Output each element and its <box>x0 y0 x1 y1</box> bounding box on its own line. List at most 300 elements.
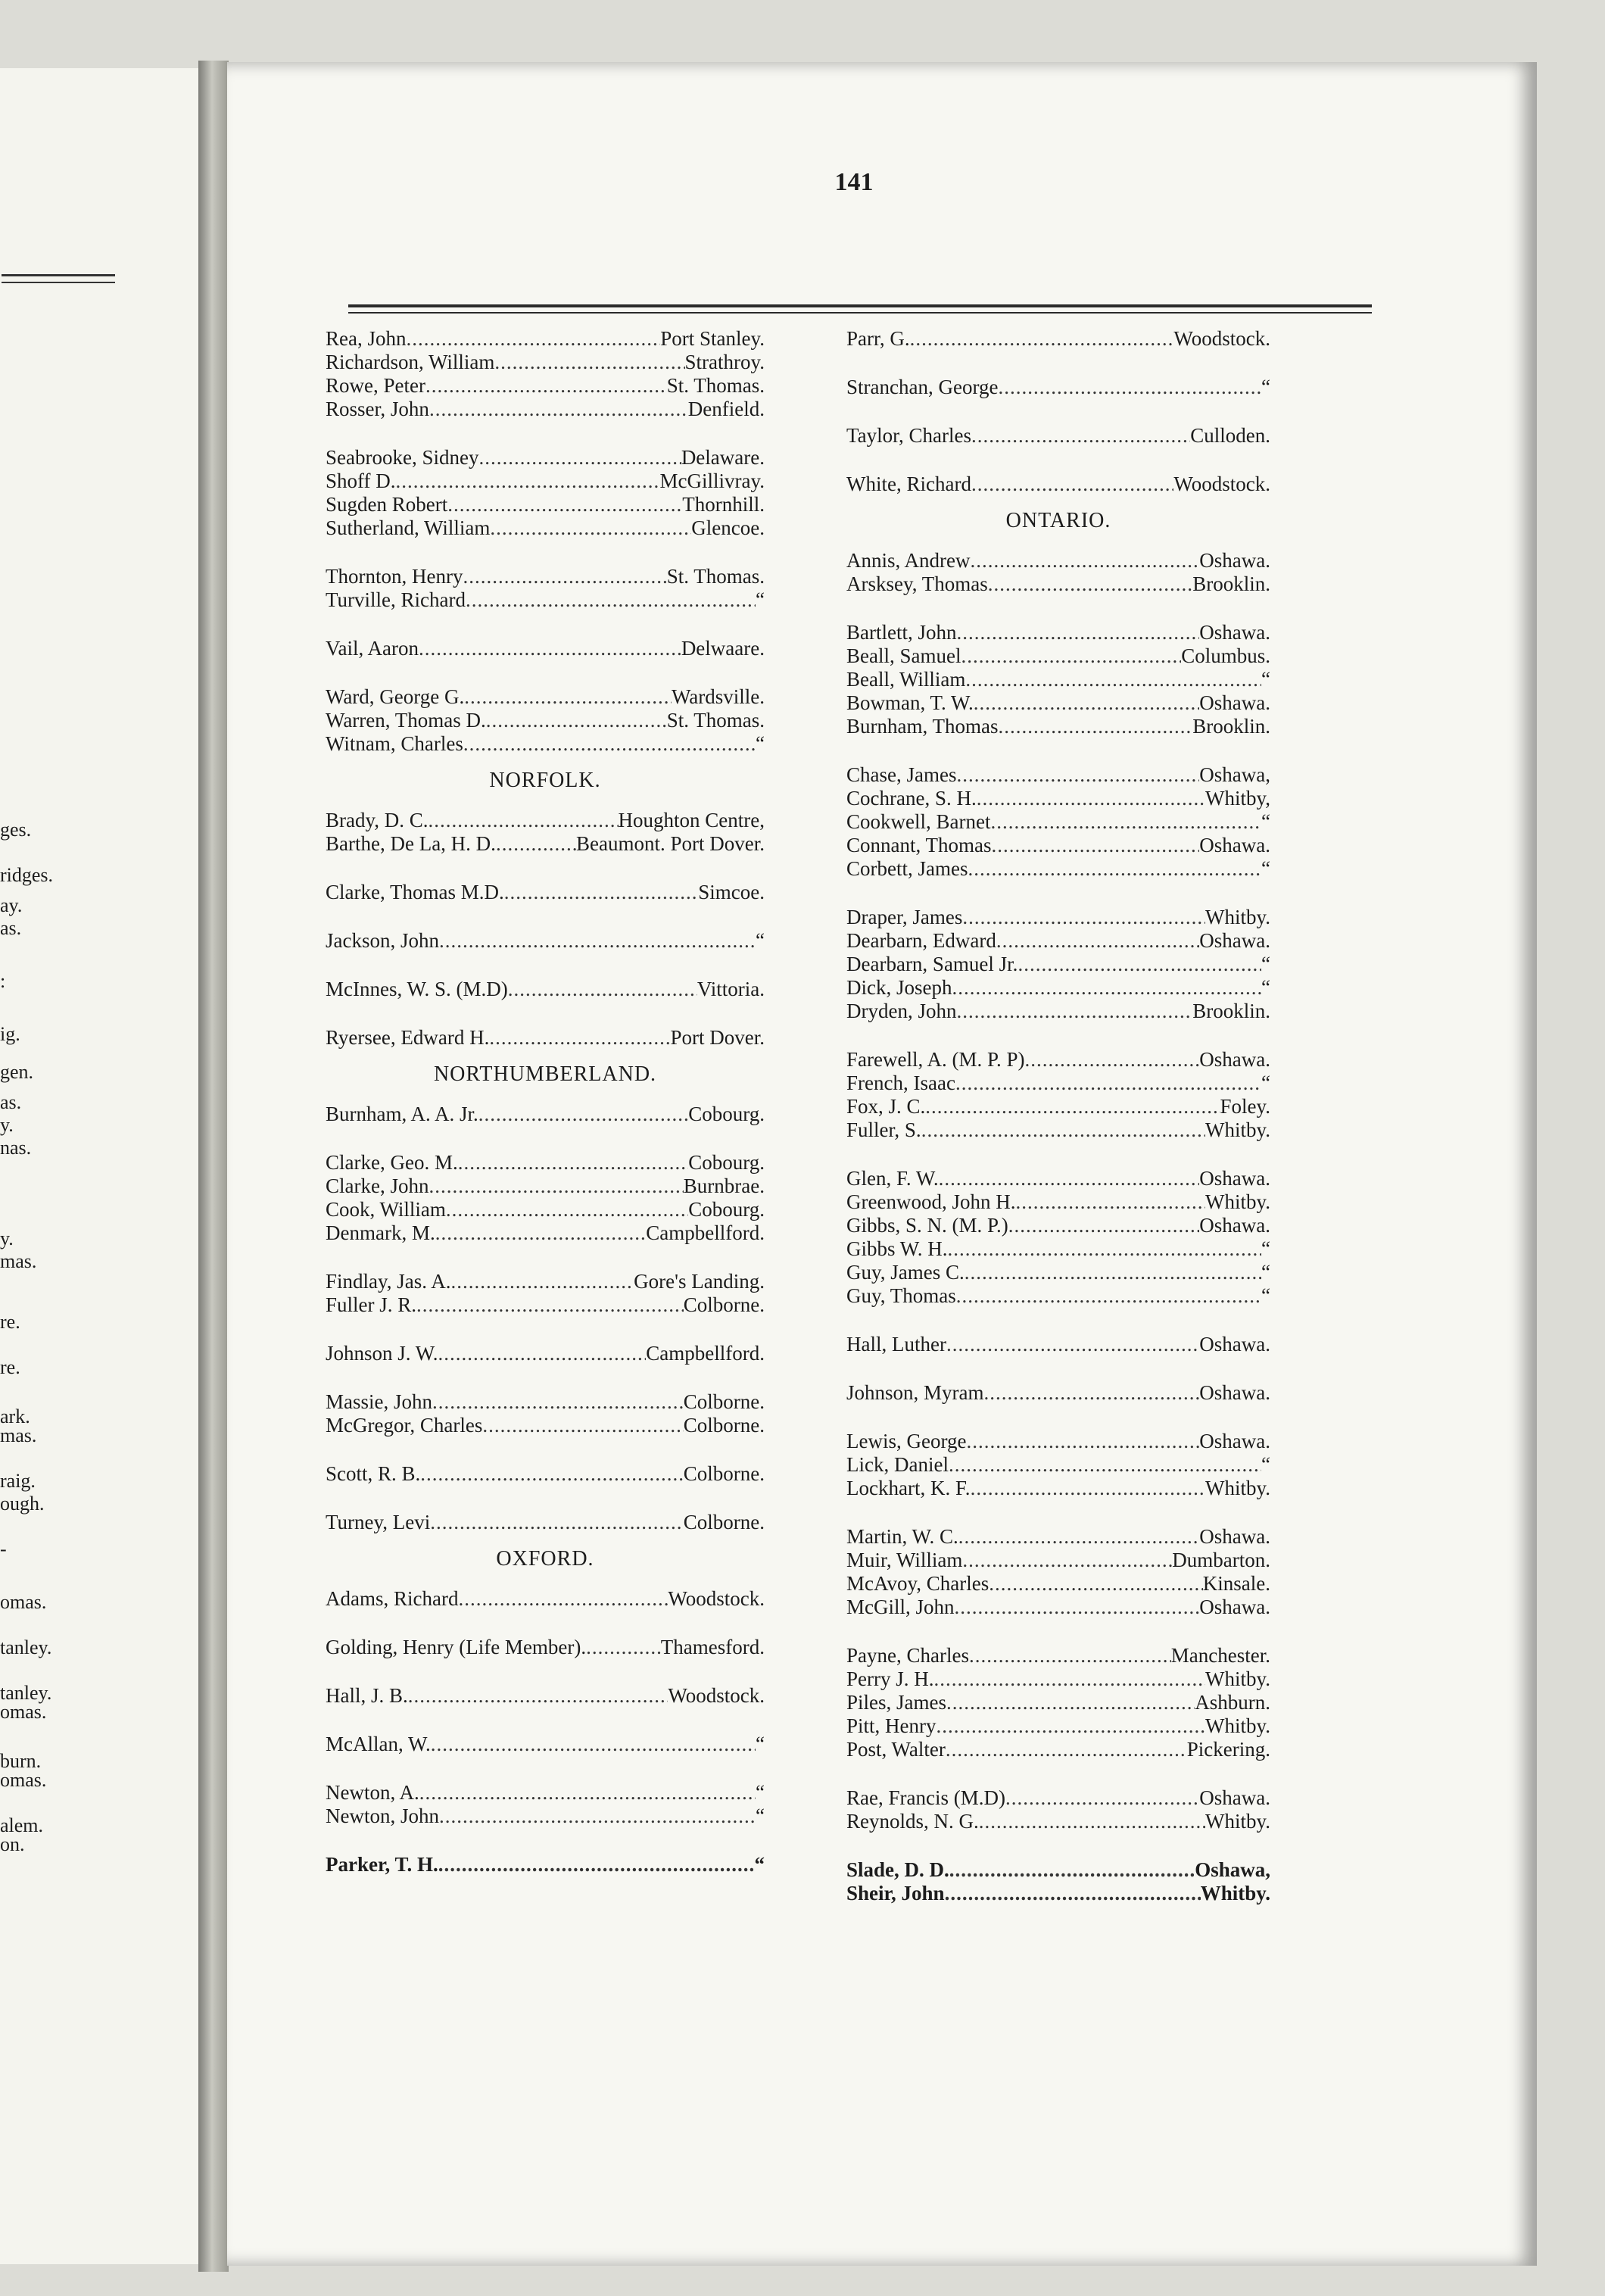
entry-group-gap <box>846 399 1376 424</box>
leader-dots <box>478 1103 688 1126</box>
member-name: Rae, Francis (M.D) <box>846 1786 1005 1809</box>
member-place: Oshawa. <box>1199 621 1270 644</box>
leader-dots <box>429 398 688 421</box>
member-name: Burnham, Thomas <box>846 715 999 738</box>
member-name: Bartlett, John <box>846 621 957 644</box>
leader-dots <box>971 1477 1205 1500</box>
leader-dots <box>486 709 667 732</box>
right-column <box>846 327 1376 1905</box>
member-name: Annis, Andrew <box>846 549 971 572</box>
member-name: Hall, J. B. <box>326 1684 408 1707</box>
member-entry <box>326 929 765 953</box>
leader-dots <box>463 565 666 588</box>
member-entry <box>846 1786 1270 1810</box>
member-name: Farewell, A. (M. P. P) <box>846 1048 1025 1071</box>
member-entry <box>846 1237 1270 1261</box>
member-entry <box>326 809 765 832</box>
member-place: Kinsale. <box>1202 1572 1270 1595</box>
member-place: “ <box>756 732 765 755</box>
facing-page-fragment-text: omas. <box>0 1769 47 1791</box>
member-place: “ <box>756 1733 765 1755</box>
member-name: Shoff D. <box>326 469 396 492</box>
member-name: Greenwood, John H. <box>846 1190 1016 1213</box>
leader-dots <box>425 374 667 398</box>
member-entry <box>846 1118 1270 1142</box>
member-name: Adams, Richard <box>326 1587 459 1610</box>
facing-page-fragment-text: re. <box>0 1311 20 1333</box>
member-name: McGill, John <box>846 1596 955 1618</box>
member-name: Chase, James <box>846 763 957 786</box>
member-name: Beall, Samuel <box>846 644 961 667</box>
member-name: Cookwell, Barnet <box>846 810 991 833</box>
member-entry <box>846 424 1270 448</box>
facing-page-fragment-text: mas. <box>0 1424 37 1446</box>
member-name: Findlay, Jas. A. <box>326 1270 451 1293</box>
member-name: McGregor, Charles <box>326 1414 483 1437</box>
facing-page-fragment-text: y. <box>0 1228 14 1249</box>
member-place: Colborne. <box>683 1390 765 1413</box>
member-place: Oshawa, <box>1195 1858 1270 1881</box>
member-name: Cochrane, S. H. <box>846 787 977 810</box>
member-name: Bowman, T. W. <box>846 691 974 714</box>
member-place: Port Stanley. <box>660 327 765 350</box>
member-place: Oshawa. <box>1199 1786 1270 1809</box>
member-name: Denmark, M. <box>326 1221 435 1244</box>
leader-dots <box>463 732 756 756</box>
leader-dots <box>990 810 1261 834</box>
member-name: Corbett, James <box>846 857 968 880</box>
member-entry <box>846 1572 1270 1596</box>
member-place: Beaumont. Port Dover. <box>576 832 765 855</box>
member-entry <box>326 1636 765 1659</box>
leader-dots <box>925 1095 1220 1118</box>
entry-group-gap <box>846 1761 1376 1786</box>
facing-page-fragment-text: gen. <box>0 1061 34 1083</box>
facing-page-fragment-text: : <box>0 970 6 992</box>
member-place: Glencoe. <box>691 516 765 539</box>
leader-dots <box>466 588 756 612</box>
facing-page-rule <box>2 274 115 276</box>
member-place: Delwaare. <box>681 637 765 660</box>
leader-dots <box>438 1342 647 1365</box>
member-name: Johnson J. W. <box>326 1342 438 1365</box>
member-name: Muir, William <box>846 1549 963 1571</box>
leader-dots <box>496 832 576 856</box>
member-entry <box>326 469 765 493</box>
member-name: Thornton, Henry <box>326 565 463 588</box>
entry-group-gap <box>326 1486 818 1511</box>
member-name: Golding, Henry (Life Member). <box>326 1636 587 1658</box>
member-place: Denfield. <box>687 398 765 420</box>
member-name: Dearbarn, Edward <box>846 929 996 952</box>
facing-page-fragment-text: y. <box>0 1114 14 1136</box>
member-place: Oshawa. <box>1199 1525 1270 1548</box>
leader-dots <box>419 1781 756 1805</box>
member-entry <box>326 1293 765 1317</box>
member-entry <box>326 327 765 351</box>
member-place: Brooklin. <box>1192 1000 1270 1022</box>
leader-dots <box>1015 1190 1205 1214</box>
member-place: Port Dover. <box>670 1026 765 1049</box>
member-place: Campbellford. <box>646 1342 765 1365</box>
leader-dots <box>962 1549 1172 1572</box>
leader-dots <box>439 1805 756 1828</box>
leader-dots <box>396 469 660 493</box>
leader-dots <box>966 1430 1199 1453</box>
member-name: Johnson, Myram <box>846 1381 984 1404</box>
leader-dots <box>956 1284 1261 1308</box>
leader-dots <box>910 327 1174 351</box>
entry-group-gap <box>326 953 818 978</box>
member-name: Hall, Luther <box>846 1333 946 1355</box>
member-name: Piles, James <box>846 1691 946 1714</box>
facing-page-fragment-text: nas. <box>0 1137 32 1159</box>
leader-dots <box>996 929 1199 953</box>
member-name: Warren, Thomas D. <box>326 709 486 732</box>
facing-page-fragment-text: ay. <box>0 894 23 916</box>
leader-dots <box>968 857 1261 881</box>
member-entry <box>846 953 1270 976</box>
entry-group-gap <box>326 1365 818 1390</box>
member-place: “ <box>1261 810 1270 833</box>
member-place: Vittoria. <box>697 978 765 1000</box>
member-name: Clarke, John <box>326 1175 429 1197</box>
member-name: Fuller J. R. <box>326 1293 417 1316</box>
member-place: Whitby. <box>1205 906 1270 928</box>
leader-dots <box>489 1026 670 1050</box>
member-place: Campbellford. <box>646 1221 765 1244</box>
member-place: Cobourg. <box>688 1103 765 1125</box>
member-entry <box>846 621 1270 644</box>
leader-dots <box>1008 1214 1199 1237</box>
member-place: Gore's Landing. <box>634 1270 765 1293</box>
leader-dots <box>965 1261 1261 1284</box>
leader-dots <box>958 1525 1200 1549</box>
member-entry <box>326 1390 765 1414</box>
member-name: Massie, John <box>326 1390 432 1413</box>
member-entry <box>326 1198 765 1221</box>
leader-dots <box>965 668 1261 691</box>
member-place: McGillivray. <box>659 469 765 492</box>
member-place: Oshawa. <box>1199 929 1270 952</box>
county-heading: OXFORD. <box>496 1547 594 1571</box>
facing-page-rule <box>2 282 115 283</box>
facing-page-fragment-text: ridges. <box>0 864 54 886</box>
member-entry <box>326 493 765 516</box>
leader-dots <box>971 473 1173 496</box>
header-rule <box>348 304 1372 307</box>
member-place: “ <box>1261 976 1270 999</box>
member-entry <box>846 857 1270 881</box>
member-name: Guy, Thomas <box>846 1284 956 1307</box>
member-entry <box>846 1381 1270 1405</box>
member-entry <box>846 1214 1270 1237</box>
member-place: Thamesford. <box>660 1636 765 1658</box>
member-place: Oshawa, <box>1199 763 1270 786</box>
leader-dots <box>447 493 682 516</box>
member-place: Oshawa. <box>1199 1214 1270 1237</box>
member-place: Colborne. <box>683 1293 765 1316</box>
member-name: Rowe, Peter <box>326 374 425 397</box>
member-entry <box>846 1261 1270 1284</box>
entry-group-gap <box>846 1308 1376 1333</box>
member-entry <box>326 446 765 469</box>
leader-dots <box>962 906 1205 929</box>
member-entry <box>846 376 1270 399</box>
member-entry <box>326 685 765 709</box>
member-place: Whitby. <box>1205 1118 1270 1141</box>
leader-dots <box>419 637 681 660</box>
entry-group-gap <box>846 1405 1376 1430</box>
facing-page-fragment-text: as. <box>0 1091 22 1113</box>
facing-page-fragment-text: burn. <box>0 1750 42 1772</box>
member-name: Stranchan, George <box>846 376 999 398</box>
leader-dots <box>956 1000 1192 1023</box>
member-entry <box>326 516 765 540</box>
member-entry <box>846 810 1270 834</box>
member-place: Columbus. <box>1181 644 1270 667</box>
member-entry <box>326 1103 765 1126</box>
member-place: Culloden. <box>1190 424 1270 447</box>
member-place: Cobourg. <box>688 1198 765 1221</box>
member-name: Parr, G. <box>846 327 910 350</box>
member-place: “ <box>1261 1072 1270 1094</box>
leader-dots <box>984 1381 1200 1405</box>
member-place: Houghton Centre, <box>618 809 765 831</box>
leader-dots <box>979 1810 1205 1833</box>
member-place: Whitby, <box>1205 787 1270 810</box>
member-place: Whitby. <box>1205 1667 1270 1690</box>
member-entry <box>326 732 765 756</box>
leader-dots <box>504 881 699 904</box>
member-name: Reynolds, N. G. <box>846 1810 979 1833</box>
facing-page-fragment-text: raig. <box>0 1470 36 1492</box>
member-entry <box>846 1858 1270 1882</box>
entry-group-gap <box>326 1659 818 1684</box>
member-entry <box>846 572 1270 596</box>
member-entry <box>846 327 1270 351</box>
entry-group-gap <box>326 1245 818 1270</box>
member-entry <box>326 1684 765 1708</box>
member-place: “ <box>756 929 765 952</box>
leader-dots <box>435 1221 647 1245</box>
entry-group-gap <box>326 1001 818 1026</box>
member-name: Draper, James <box>846 906 963 928</box>
member-entry <box>846 976 1270 1000</box>
member-entry <box>846 1525 1270 1549</box>
member-name: Lick, Daniel <box>846 1453 949 1476</box>
facing-page-fragment-text: alem. <box>0 1814 44 1836</box>
leader-dots <box>989 1572 1203 1596</box>
page-number: 141 <box>834 168 874 196</box>
member-name: Seabrooke, Sidney <box>326 446 479 469</box>
member-place: “ <box>1261 1284 1270 1307</box>
member-entry <box>326 1853 765 1876</box>
header-rule-thin <box>348 312 1372 314</box>
member-place: Brooklin. <box>1192 572 1270 595</box>
facing-page-fragment-text: ig. <box>0 1023 20 1045</box>
leader-dots <box>937 1714 1206 1738</box>
member-entry <box>326 978 765 1001</box>
member-place: “ <box>1261 1261 1270 1284</box>
member-entry <box>846 1882 1270 1905</box>
leader-dots <box>971 424 1190 448</box>
member-name: Sutherland, William <box>326 516 491 539</box>
member-entry <box>846 834 1270 857</box>
entry-group-gap <box>326 1126 818 1151</box>
member-entry <box>326 1733 765 1756</box>
member-name: Fox, J. C. <box>846 1095 926 1118</box>
member-name: Burnham, A. A. Jr. <box>326 1103 478 1125</box>
member-place: Dumbarton. <box>1172 1549 1270 1571</box>
member-name: Rea, John <box>326 327 407 350</box>
member-name: Vail, Aaron <box>326 637 419 660</box>
member-place: Oshawa. <box>1199 1596 1270 1618</box>
member-name: Clarke, Thomas M.D. <box>326 881 504 903</box>
leader-dots <box>438 1853 755 1876</box>
leader-dots <box>451 1270 634 1293</box>
member-place: “ <box>756 1781 765 1804</box>
entry-group-gap <box>326 1611 818 1636</box>
facing-page-fragment-text: ark. <box>0 1405 30 1427</box>
leader-dots <box>946 1738 1187 1761</box>
leader-dots <box>949 1858 1195 1882</box>
member-name: Arsksey, Thomas <box>846 572 988 595</box>
member-place: “ <box>1261 376 1270 398</box>
member-place: Brooklin. <box>1192 715 1270 738</box>
member-place: Pickering. <box>1186 1738 1270 1761</box>
leader-dots <box>508 978 697 1001</box>
facing-page-fragment-text: tanley. <box>0 1636 52 1658</box>
member-place: Whitby. <box>1205 1810 1270 1833</box>
entry-group-gap <box>846 1500 1376 1525</box>
member-entry <box>326 1342 765 1365</box>
member-name: Turney, Levi <box>326 1511 431 1533</box>
member-place: Oshawa. <box>1199 1167 1270 1190</box>
member-entry <box>326 1805 765 1828</box>
member-entry <box>846 1596 1270 1619</box>
leader-dots <box>939 1167 1200 1190</box>
member-entry <box>326 1587 765 1611</box>
member-name: Ward, George G. <box>326 685 465 708</box>
member-place: Cobourg. <box>688 1151 765 1174</box>
member-entry <box>846 763 1270 787</box>
member-entry <box>846 1714 1270 1738</box>
facing-page-fragment-text: omas. <box>0 1701 47 1723</box>
left-column <box>326 327 818 1876</box>
member-place: St. Thomas. <box>666 709 765 732</box>
member-entry <box>846 1095 1270 1118</box>
leader-dots <box>992 834 1200 857</box>
member-name: Jackson, John <box>326 929 439 952</box>
entry-group-gap <box>326 1317 818 1342</box>
leader-dots <box>431 1733 756 1756</box>
member-entry <box>326 1151 765 1175</box>
facing-page-fragment-text: ges. <box>0 819 32 841</box>
leader-dots <box>961 644 1181 668</box>
entry-group-gap <box>846 1142 1376 1167</box>
entry-group-gap <box>846 881 1376 906</box>
member-entry <box>846 1738 1270 1761</box>
member-entry <box>846 691 1270 715</box>
member-place: Woodstock. <box>1173 473 1270 495</box>
member-name: Lockhart, K. F. <box>846 1477 971 1499</box>
member-name: Dryden, John <box>846 1000 957 1022</box>
leader-dots <box>945 1882 1201 1905</box>
member-name: McAvoy, Charles <box>846 1572 989 1595</box>
leader-dots <box>439 929 756 953</box>
leader-dots <box>988 572 1193 596</box>
member-name: Payne, Charles <box>846 1644 969 1667</box>
member-name: Newton, John <box>326 1805 439 1827</box>
member-entry <box>846 1810 1270 1833</box>
leader-dots <box>432 1390 684 1414</box>
member-entry <box>846 668 1270 691</box>
member-name: Beall, William <box>846 668 966 691</box>
entry-group-gap <box>846 738 1376 763</box>
member-name: Sugden Robert <box>326 493 448 516</box>
member-name: Martin, W. C. <box>846 1525 958 1548</box>
member-name: Newton, A. <box>326 1781 419 1804</box>
entry-group-gap <box>846 1356 1376 1381</box>
member-place: St. Thomas. <box>666 565 765 588</box>
leader-dots <box>430 1511 684 1534</box>
member-place: Simcoe. <box>698 881 765 903</box>
member-place: Whitby. <box>1205 1714 1270 1737</box>
leader-dots <box>969 1644 1171 1667</box>
entry-group-gap <box>846 596 1376 621</box>
entry-group-gap <box>326 856 818 881</box>
member-entry <box>326 1270 765 1293</box>
leader-dots <box>1025 1048 1200 1072</box>
member-place: Whitby. <box>1205 1190 1270 1213</box>
member-name: Clarke, Geo. M. <box>326 1151 458 1174</box>
member-entry <box>326 832 765 856</box>
county-heading: ONTARIO. <box>1005 509 1111 532</box>
leader-dots <box>464 685 672 709</box>
county-heading: NORFOLK. <box>489 769 601 792</box>
member-entry <box>846 1000 1270 1023</box>
member-entry <box>326 1781 765 1805</box>
entry-group-gap <box>326 1756 818 1781</box>
leader-dots <box>946 1333 1199 1356</box>
member-place: Thornhill. <box>682 493 765 516</box>
facing-page-fragment-text: - <box>0 1538 7 1560</box>
member-place: Whitby. <box>1205 1477 1270 1499</box>
member-place: Oshawa. <box>1199 1430 1270 1452</box>
leader-dots <box>458 1587 668 1611</box>
member-name: Pitt, Henry <box>846 1714 937 1737</box>
member-entry <box>326 398 765 421</box>
entry-group-gap <box>846 1619 1376 1644</box>
county-heading: NORTHUMBERLAND. <box>433 1062 657 1086</box>
entry-group-gap <box>846 1833 1376 1858</box>
leader-dots <box>494 351 684 374</box>
entry-group-gap <box>326 1437 818 1462</box>
leader-dots <box>948 1237 1261 1261</box>
member-place: “ <box>756 588 765 611</box>
member-entry <box>846 1430 1270 1453</box>
member-place: “ <box>1261 668 1270 691</box>
member-entry <box>846 1691 1270 1714</box>
member-place: Strathroy. <box>684 351 765 373</box>
leader-dots <box>952 976 1261 1000</box>
member-name: Gibbs, S. N. (M. P.) <box>846 1214 1008 1237</box>
member-entry <box>846 929 1270 953</box>
leader-dots <box>998 376 1261 399</box>
member-entry <box>326 565 765 588</box>
member-place: “ <box>1261 857 1270 880</box>
